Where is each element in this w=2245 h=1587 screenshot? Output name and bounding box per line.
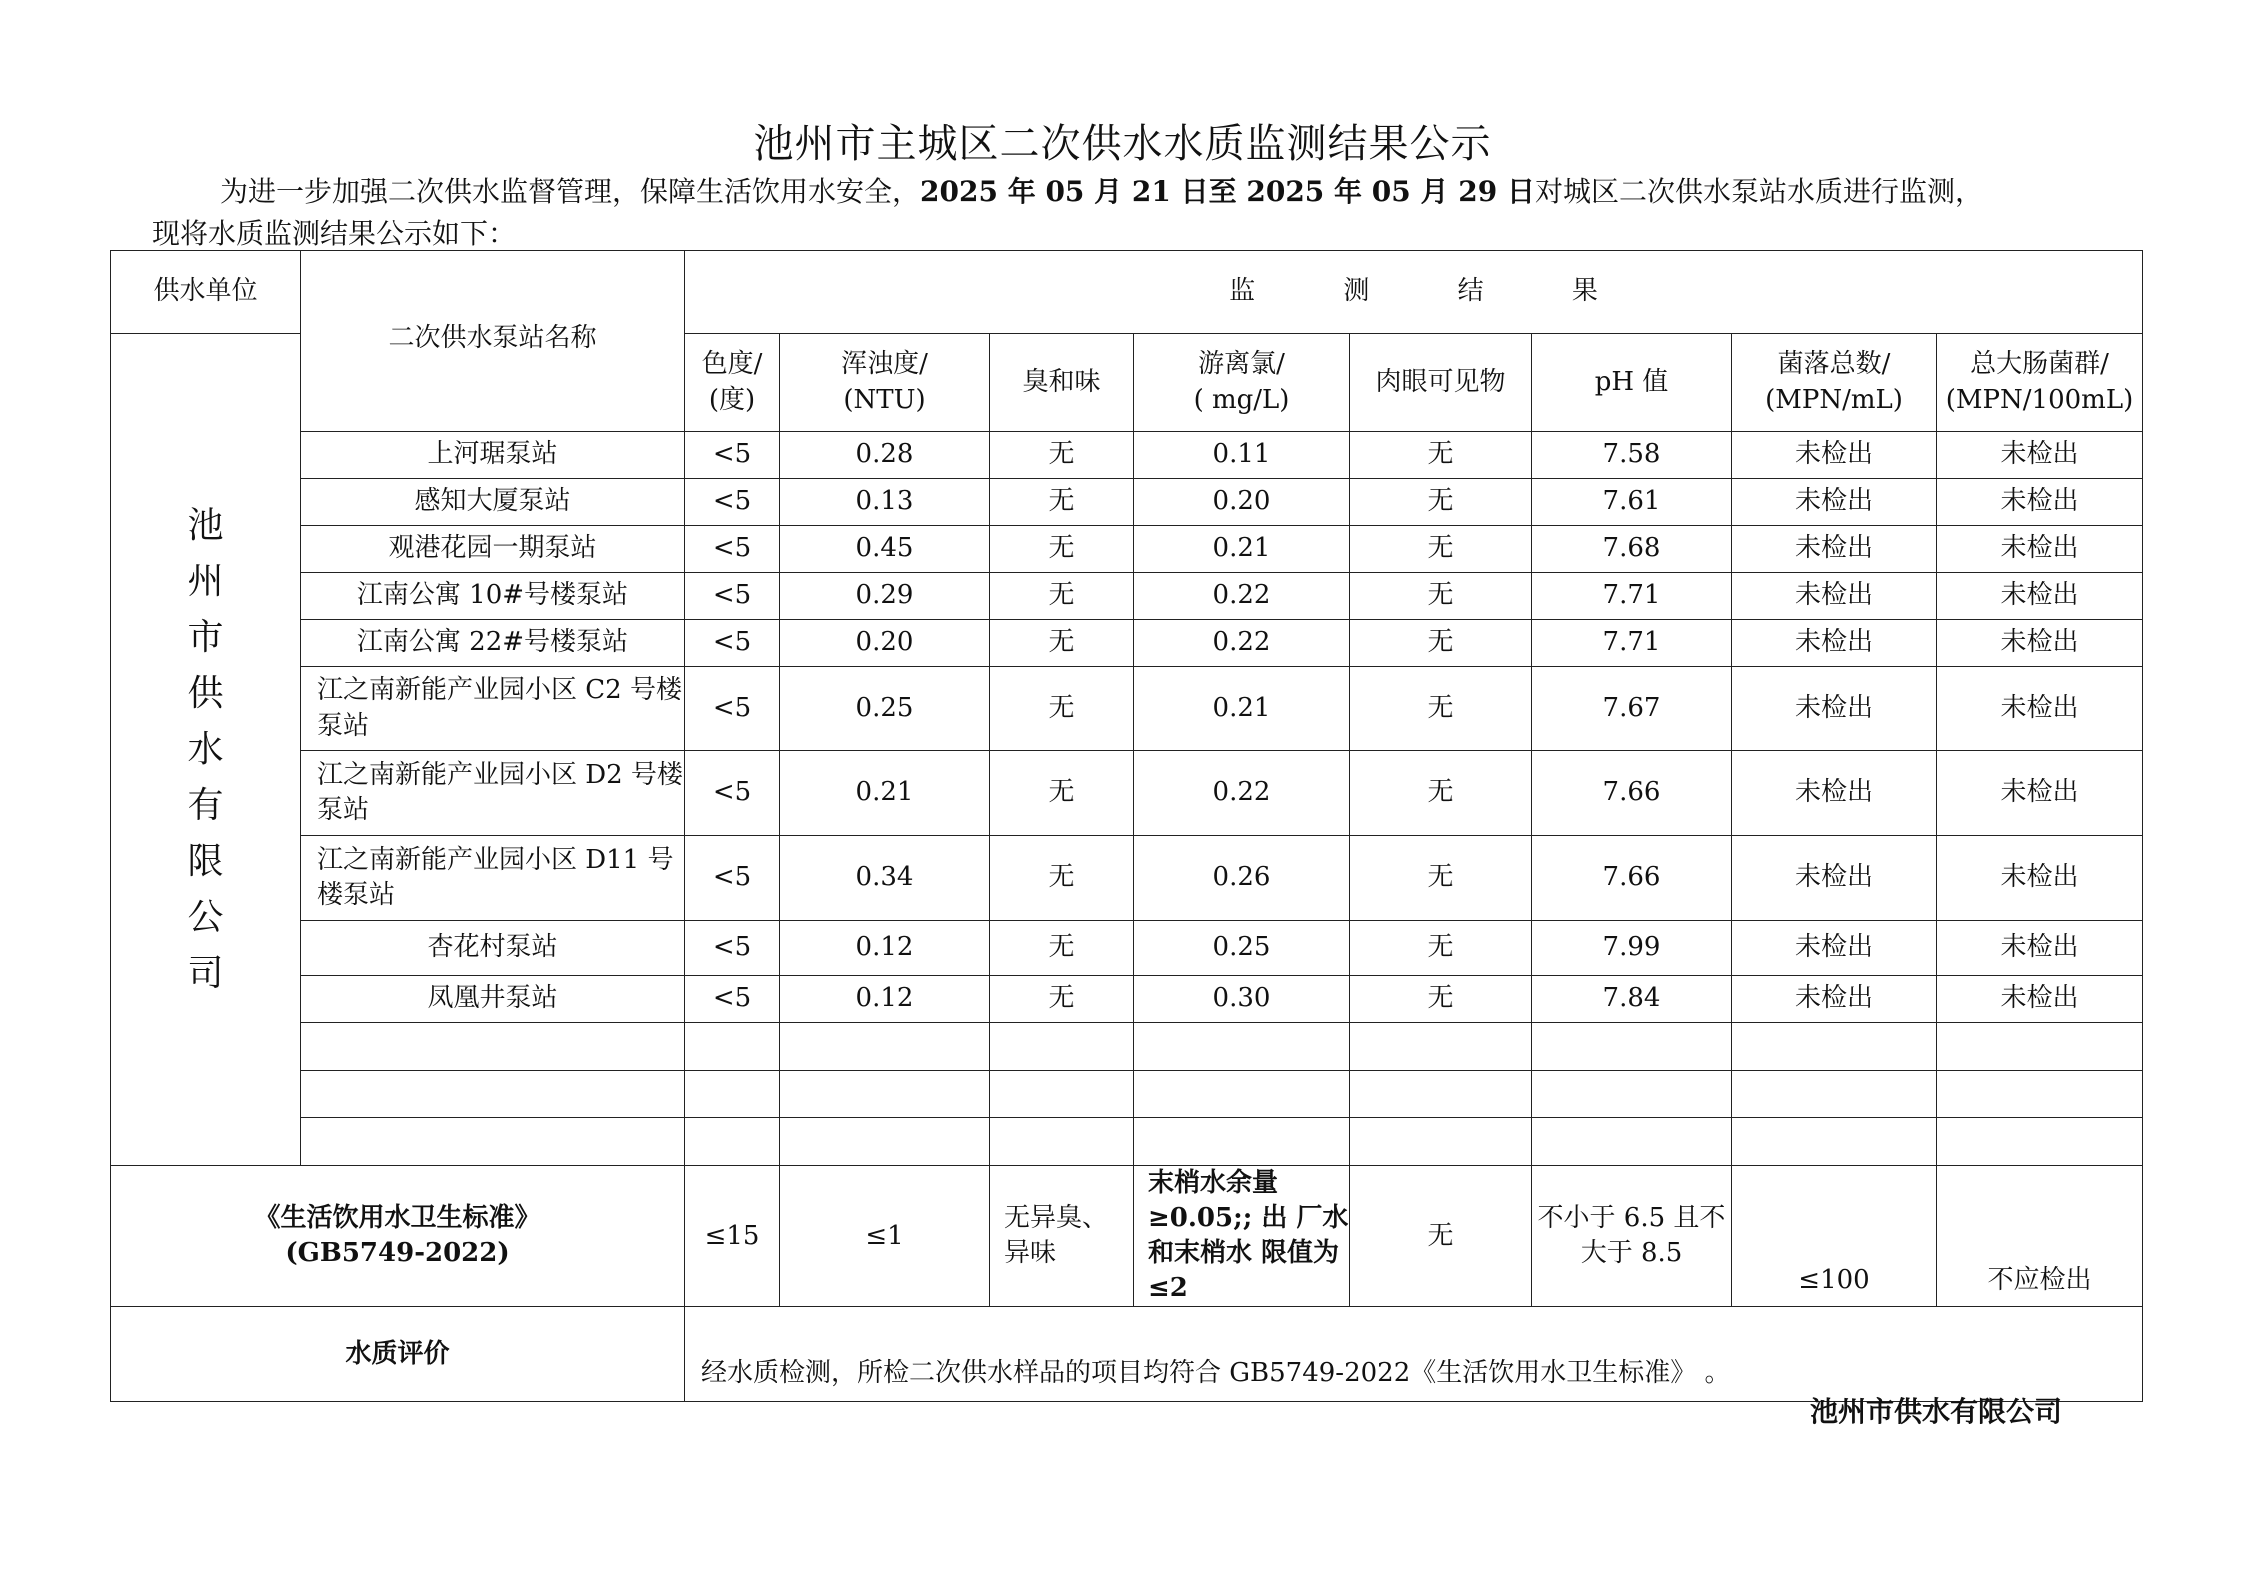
cell-colony: 未检出 [1732,976,1937,1023]
cell-visible: 无 [1350,479,1532,526]
cell-ph: 7.71 [1532,573,1732,620]
empty-row [111,1118,2143,1166]
col-header-chlorine: 游离氯/ ( mg/L) [1134,334,1350,432]
signature: 池州市供水有限公司 [1809,1395,2062,1428]
cell-color: <5 [685,751,780,836]
station-name: 观港花园一期泵站 [301,526,685,573]
table-row [111,432,2143,479]
cell-ph: 7.71 [1532,620,1732,667]
cell-ph: 7.66 [1532,751,1732,836]
cell-colony: 未检出 [1732,620,1937,667]
station-name: 江之南新能产业园小区 D2 号楼泵站 [301,751,685,836]
cell-odor: 无 [990,432,1134,479]
cell-color: <5 [685,976,780,1023]
cell-turbidity: 0.29 [780,573,990,620]
cell-chlorine: 0.21 [1134,526,1350,573]
cell-ph: 7.58 [1532,432,1732,479]
cell-coliform: 未检出 [1937,751,2143,836]
standard-ph: 不小于 6.5 且不大于 8.5 [1532,1166,1732,1307]
cell-odor: 无 [990,921,1134,976]
header-row-1 [111,251,2143,334]
table-row [111,526,2143,573]
table-row [111,479,2143,526]
cell-visible: 无 [1350,667,1532,751]
cell-color: <5 [685,620,780,667]
cell-turbidity: 0.45 [780,526,990,573]
cell-turbidity: 0.13 [780,479,990,526]
station-name: 杏花村泵站 [301,921,685,976]
cell-ph: 7.66 [1532,836,1732,921]
empty-row [111,1023,2143,1071]
cell-chlorine: 0.20 [1134,479,1350,526]
cell-colony: 未检出 [1732,751,1937,836]
cell-turbidity: 0.20 [780,620,990,667]
col-header-turbidity: 浑浊度/ (NTU) [780,334,990,432]
col-header-color: 色度/ (度) [685,334,780,432]
col-header-colony: 菌落总数/ (MPN/mL) [1732,334,1937,432]
col-header-visible: 肉眼可见物 [1350,334,1532,432]
station-name: 江之南新能产业园小区 C2 号楼泵站 [301,667,685,751]
intro-line-1 [220,170,1983,210]
cell-visible: 无 [1350,836,1532,921]
cell-odor: 无 [990,751,1134,836]
cell-turbidity: 0.25 [780,667,990,751]
table-row [111,836,2143,921]
cell-colony: 未检出 [1732,526,1937,573]
station-name: 江南公寓 22#号楼泵站 [301,620,685,667]
cell-coliform: 未检出 [1937,432,2143,479]
cell-ph: 7.67 [1532,667,1732,751]
company-name: 池州市供水有限公司 [187,504,224,994]
table-row [111,921,2143,976]
table-row [111,976,2143,1023]
cell-colony: 未检出 [1732,667,1937,751]
company-cell [111,334,301,1166]
evaluation-row [111,1307,2143,1402]
col-header-coliform: 总大肠菌群/ (MPN/100mL) [1937,334,2143,432]
cell-chlorine: 0.26 [1134,836,1350,921]
cell-visible: 无 [1350,526,1532,573]
standard-coliform: 不应检出 [1937,1166,2143,1307]
cell-colony: 未检出 [1732,479,1937,526]
standard-colony: ≤100 [1732,1166,1937,1307]
cell-chlorine: 0.22 [1134,620,1350,667]
cell-odor: 无 [990,573,1134,620]
cell-odor: 无 [990,976,1134,1023]
cell-turbidity: 0.34 [780,836,990,921]
cell-odor: 无 [990,836,1134,921]
station-name: 凤凰井泵站 [301,976,685,1023]
cell-coliform: 未检出 [1937,573,2143,620]
cell-coliform: 未检出 [1937,836,2143,921]
intro-date-range: 2025 年 05 月 21 日至 2025 年 05 月 29 日 [920,175,1535,208]
unit-header: 供水单位 [111,251,301,334]
cell-visible: 无 [1350,573,1532,620]
cell-color: <5 [685,526,780,573]
cell-colony: 未检出 [1732,573,1937,620]
standard-turbidity: ≤1 [780,1166,990,1307]
intro-text-a: 为进一步加强二次供水监督管理，保障生活饮用水安全， [220,175,921,208]
standard-label: 《生活饮用水卫生标准》 (GB5749-2022) [111,1166,685,1307]
cell-ph: 7.99 [1532,921,1732,976]
cell-visible: 无 [1350,620,1532,667]
cell-turbidity: 0.12 [780,921,990,976]
cell-colony: 未检出 [1732,921,1937,976]
cell-odor: 无 [990,479,1134,526]
cell-odor: 无 [990,667,1134,751]
monitor-header: 监 测 结 果 [685,251,2143,334]
cell-visible: 无 [1350,976,1532,1023]
cell-color: <5 [685,573,780,620]
standard-color: ≤15 [685,1166,780,1307]
cell-turbidity: 0.28 [780,432,990,479]
col-header-ph: pH 值 [1532,334,1732,432]
cell-ph: 7.61 [1532,479,1732,526]
cell-ph: 7.84 [1532,976,1732,1023]
cell-coliform: 未检出 [1937,976,2143,1023]
station-header: 二次供水泵站名称 [301,251,685,432]
cell-color: <5 [685,432,780,479]
station-name: 江之南新能产业园小区 D11 号楼泵站 [301,836,685,921]
intro-line-2: 现将水质监测结果公示如下： [152,217,517,250]
cell-visible: 无 [1350,921,1532,976]
table-row [111,751,2143,836]
cell-chlorine: 0.22 [1134,751,1350,836]
col-header-odor: 臭和味 [990,334,1134,432]
cell-coliform: 未检出 [1937,921,2143,976]
station-name: 感知大厦泵站 [301,479,685,526]
station-name: 江南公寓 10#号楼泵站 [301,573,685,620]
station-name: 上河琚泵站 [301,432,685,479]
cell-visible: 无 [1350,751,1532,836]
cell-turbidity: 0.12 [780,976,990,1023]
cell-odor: 无 [990,620,1134,667]
cell-coliform: 未检出 [1937,479,2143,526]
standard-visible: 无 [1350,1166,1532,1307]
intro-text-c: 对城区二次供水泵站水质进行监测， [1534,175,1983,208]
table-row [111,620,2143,667]
cell-chlorine: 0.21 [1134,667,1350,751]
cell-coliform: 未检出 [1937,620,2143,667]
cell-chlorine: 0.30 [1134,976,1350,1023]
standard-row [111,1166,2143,1307]
cell-color: <5 [685,667,780,751]
evaluation-text: 经水质检测，所检二次供水样品的项目均符合 GB5749-2022《生活饮用水卫生标准》 。 [685,1307,2143,1402]
cell-color: <5 [685,921,780,976]
cell-coliform: 未检出 [1937,526,2143,573]
cell-chlorine: 0.11 [1134,432,1350,479]
cell-colony: 未检出 [1732,836,1937,921]
cell-color: <5 [685,836,780,921]
cell-visible: 无 [1350,432,1532,479]
cell-chlorine: 0.22 [1134,573,1350,620]
cell-turbidity: 0.21 [780,751,990,836]
results-table [110,250,2143,1402]
cell-chlorine: 0.25 [1134,921,1350,976]
evaluation-label: 水质评价 [111,1307,685,1402]
cell-coliform: 未检出 [1937,667,2143,751]
cell-colony: 未检出 [1732,432,1937,479]
table-row [111,667,2143,751]
page-title: 池州市主城区二次供水水质监测结果公示 [753,121,1492,167]
standard-chlorine: 末梢水余量≥0.05;; 出 厂水和末梢水 限值为≤2 [1134,1166,1350,1307]
cell-odor: 无 [990,526,1134,573]
cell-color: <5 [685,479,780,526]
cell-ph: 7.68 [1532,526,1732,573]
table-row [111,573,2143,620]
empty-row [111,1071,2143,1118]
standard-odor: 无异臭、异味 [990,1166,1134,1307]
